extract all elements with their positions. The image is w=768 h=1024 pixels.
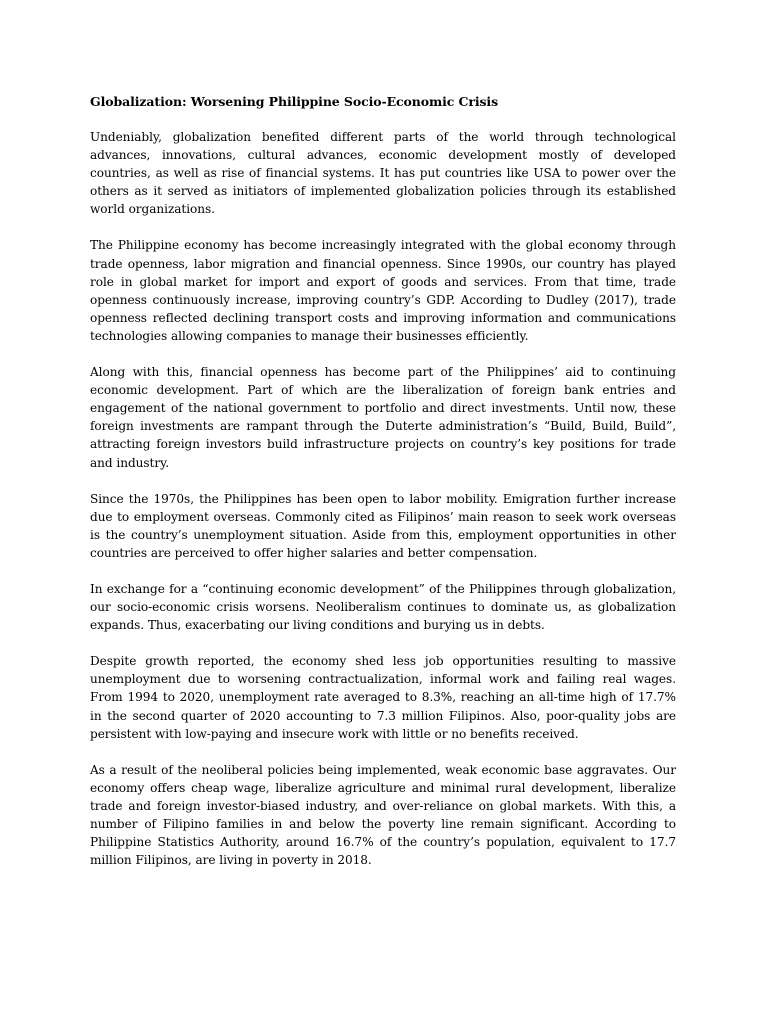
paragraph-poverty: As a result of the neoliberal policies being implemented, weak economic base aggravates. Our economy offers cheap wage, liberalize agriculture and minimal rural development, liberalize trade and foreign investor-biased industry, and over-reliance on global markets. With this, a number of Filipino families in and below the poverty line remain significant. According to Philippine Statistics Authority, around 16.7% of the country’s population, equivalent to 17.7 million Filipinos, are living in poverty in 2018. — [90, 762, 676, 868]
document-title: Globalization: Worsening Philippine Socio-Economic Crisis — [90, 94, 499, 109]
document-page — [90, 93, 676, 887]
paragraph-unemployment: Despite growth reported, the economy shed less job opportunities resulting to massive unemployment due to worsening contractualization, informal work and failing real wages. From 1994 to 2020, unemployment rate averaged to 8.3%, reaching an all-time high of 17.7% in the second quarter of 2020 accounting to 7.3 million Filipinos. Also, poor-quality jobs are persistent with low-paying and insecure work with little or no benefits received. — [90, 654, 676, 741]
paragraph-crisis-worsens: In exchange for a “continuing economic development” of the Philippines through globalization, our socio-economic crisis worsens. Neoliberalism continues to dominate us, as globalization expands. Thus, exacerbating our living conditions and burying us in debts. — [90, 581, 676, 633]
paragraph-financial-openness: Along with this, financial openness has become part of the Philippines’ aid to continuing economic development. Part of which are the liberalization of foreign bank entries and engagement of the national government to portfolio and direct investments. Until now, these foreign investments are rampant through the Duterte administration’s “Build, Build, Build”, attracting foreign investors build infrastructure projects on country’s key positions for trade and industry. — [90, 365, 676, 470]
paragraph-trade-openness: The Philippine economy has become increasingly integrated with the global economy through trade openness, labor migration and financial openness. Since 1990s, our country has played role in global market for import and export of goods and services. From that time, trade openness continuously increase, improving country’s GDP. According to Dudley (2017), trade openness reflected declining transport costs and improving information and communications technologies allowing companies to manage their businesses efficiently. — [90, 238, 676, 343]
paragraph-intro: Undeniably, globalization benefited different parts of the world through technological advances, innovations, cultural advances, economic development mostly of developed countries, as well as rise of financial systems. It has put countries like USA to power over the others as it served as initiators of implemented globalization policies through its established world organizations. — [90, 130, 676, 217]
paragraph-labor-mobility: Since the 1970s, the Philippines has been open to labor mobility. Emigration further increase due to employment overseas. Commonly cited as Filipinos’ main reason to seek work overseas is the country’s unemployment situation. Aside from this, employment opportunities in other countries are perceived to offer higher salaries and better compensation. — [90, 491, 676, 560]
